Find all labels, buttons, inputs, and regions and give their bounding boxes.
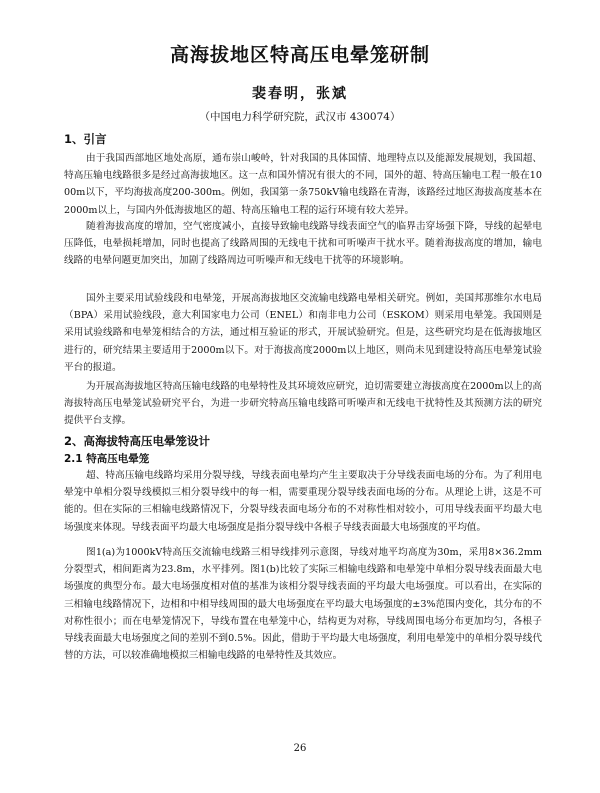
intro-paragraph-4: 为开展高海拔地区特高压输电线路的电晕特性及其环境效应研究，迫切需要建立海拔高度在2000m以上的高海拔特高压电晕笼试验研究平台，为进一步研究特高压输电线路可听噪声和无线电干扰特性及其预测方法的研究提供平台支撑。 — [64, 381, 542, 427]
design-paragraph-1: 超、特高压输电线路均采用分裂导线，导线表面电晕均产生主要取决于分导线表面电场的分布。为了利用电晕笼中单相分裂导线模拟三相分裂导线中的每一相，需要重现分裂导线表面电场的分布。从理论上讲，这是不可能的。但在实际的三相输电线路情况下，分裂导线表面电场分布的不对称性相对较小，可用导线表面平均最大电场强度来体现。导线表面平均最大电场强度是指分裂导线中各根子导线表面最大电场强度的平均值。 — [64, 470, 542, 533]
page-number: 26 — [293, 743, 307, 754]
section-heading-design: 2、高海拔特高压电晕笼设计 — [64, 434, 211, 448]
design-paragraph-2: 图1(a)为1000kV特高压交流输电线路三相导线排列示意图，导线对地平均高度为30m，采用8×36.2mm分裂型式，相间距离为23.8m，水平排列。图1(b)比较了实际三相输电线路和电晕笼中单相分裂导线表面最大电场强度的典型分布。最大电场强度相对值的基准为该相分裂导线表面的平均最大电场强度。可以看出，在实际的三相输电线路情况下，边相和中相导线周围的最大电场强度在平均最大电场强度的±3%范围内变化，其分布的不对称性很小；而在电晕笼情况下，导线布置在电晕笼中心，结构更为对称，导线周围电场分布更加均匀，各根子导线表面最大电场强度之间的差别不到0.5%。因此，借助于平均最大电场强度，利用电晕笼中的单相分裂导线代替的方法，可以较准确地模拟三相输电线路的电晕特性及其效应。 — [64, 547, 542, 662]
paper-title: 高海拔地区特高压电晕笼研制 — [169, 44, 430, 66]
intro-paragraph-1: 由于我国西部地区地处高原，通布崇山峻岭，针对我国的具体国情、地理特点以及能源发展规划，我国超、特高压输电线路很多是经过高海拔地区。这一点和国外情况有很大的不同，国外的超、特高压输电工程一般在1000m以下，平均海拔高度200-300m。例如，我国第一条750kV输电线路在青海，该路经过地区海拔高度基本在2000m以上，与国内外低海拔地区的超、特高压输电工程的运行环境有较大差异。 — [64, 153, 542, 216]
subsection-heading-corona-cage: 2.1 特高压电晕笼 — [64, 453, 150, 465]
author-affiliation: （中国电力科学研究院，武汉市 430074） — [199, 111, 401, 123]
intro-paragraph-2: 随着海拔高度的增加，空气密度减小，直接导致输电线路导线表面空气的临界击穿场强下降，导线的起晕电压降低，电晕损耗增加，同时也提高了线路周围的无线电干扰和可听噪声干扰水平。随着海拔高度的增加，输电线路的电晕问题更加突出，加剧了线路周边可听噪声和无线电干扰等的环境影响。 — [64, 221, 542, 267]
intro-paragraph-3: 国外主要采用试验线段和电晕笼，开展高海拔地区交流输电线路电晕相关研究。例如，美国邦那维尔水电局（BPA）采用试验线段，意大利国家电力公司（ENEL）和南非电力公司（ESKOM）则采用电晕笼。我国则是采用试验线路和电晕笼相结合的方法，通过相互验证的形式，开展试验研究。但是，这些研究均是在低海拔地区进行的，研究结果主要适用于2000m以下。对于海拔高度2000m以上地区，则尚未见到建设特高压电晕笼试验平台的报道。 — [64, 293, 542, 373]
paper-authors: 裴春明，张斌 — [252, 86, 348, 102]
section-heading-introduction: 1、引言 — [64, 132, 107, 146]
